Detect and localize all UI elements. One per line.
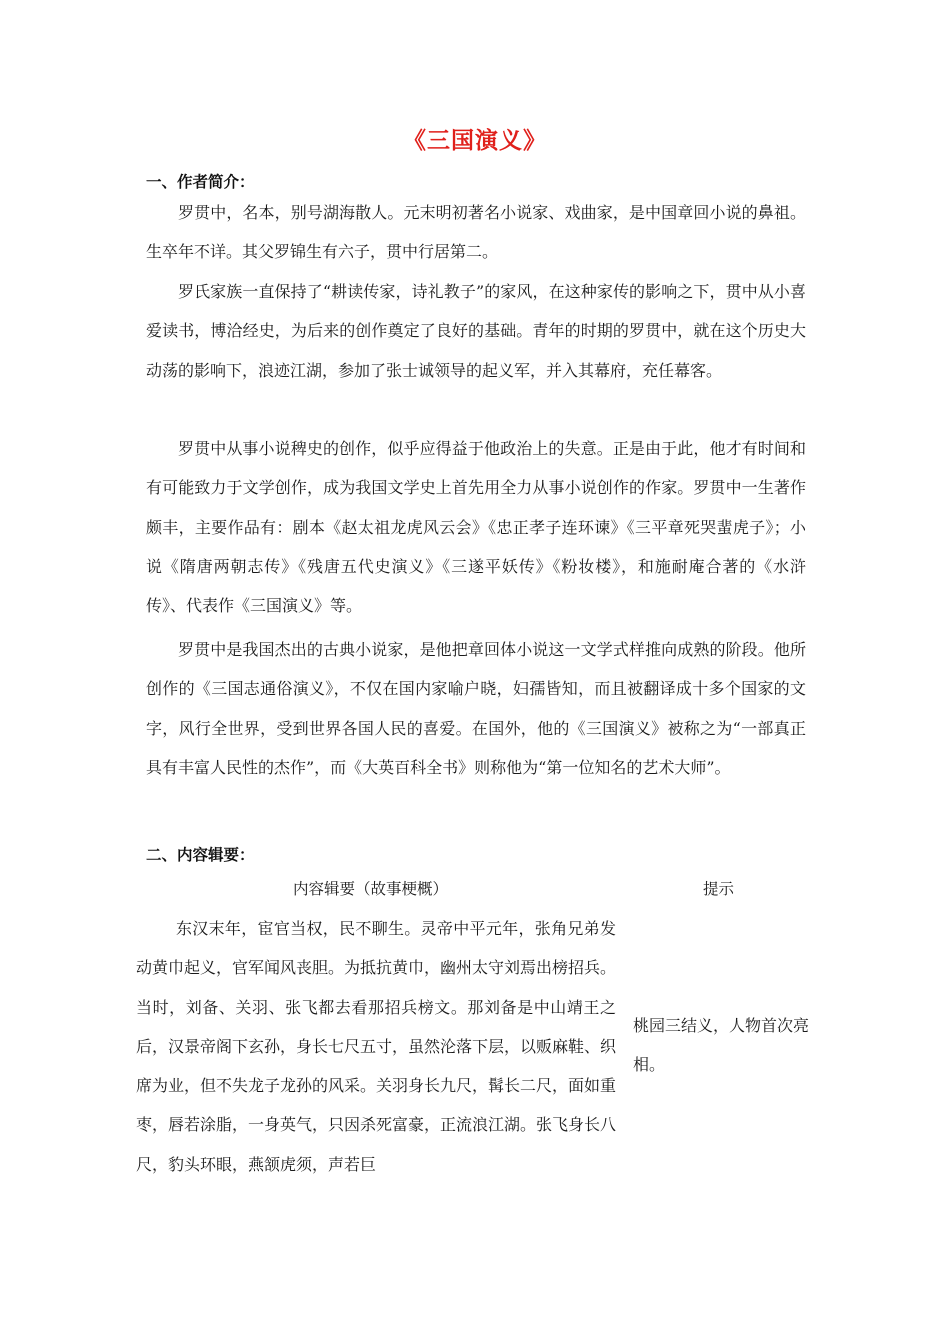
section-heading-author: 一、作者简介： xyxy=(146,173,255,191)
author-paragraph-2: 罗氏家族一直保持了“耕读传家，诗礼教子”的家风，在这种家传的影响之下，贯中从小喜爱读书，博洽经史，为后来的创作奠定了良好的基础。青年的时期的罗贯中，就在这个历史大动荡的影响下，浪迹江湖，参加了张士诚领导的起义军，并入其幕府，充任幕客。 xyxy=(146,282,806,380)
author-paragraph-4: 罗贯中是我国杰出的古典小说家，是他把章回体小说这一文学式样推向成熟的阶段。他所创作的《三国志通俗演义》，不仅在国内家喻户晓，妇孺皆知，而且被翻译成十多个国家的文字，风行全世界，受到世界各国人民的喜爱。在国外，他的《三国演义》被称之为“一部真正具有丰富人民性的杰作”，而《大英百科全书》则称他为“第一位知名的艺术大师”。 xyxy=(146,640,806,777)
author-paragraph-3: 罗贯中从事小说稗史的创作，似乎应得益于他政治上的失意。正是由于此，他才有时间和有可能致力于文学创作，成为我国文学史上首先用全力从事小说创作的作家。罗贯中一生著作颇丰，主要作品有：剧本《赵太祖龙虎风云会》《忠正孝子连环谏》《三平章死哭蜚虎子》；小说《隋唐两朝志传》《残唐五代史演义》《三遂平妖传》《粉妆楼》，和施耐庵合著的《水浒传》、代表作《三国演义》等。 xyxy=(146,439,806,616)
author-paragraph-1: 罗贯中，名本，别号湖海散人。元末明初著名小说家、戏曲家，是中国章回小说的鼻祖。生卒年不详。其父罗锦生有六子，贯中行居第二。 xyxy=(146,203,806,262)
column-header-hint: 提示 xyxy=(703,880,735,898)
section-heading-summary: 二、内容辑要： xyxy=(146,846,255,864)
hint-text: 桃园三结义，人物首次亮相。 xyxy=(633,1016,810,1074)
story-summary-text: 东汉末年，宦官当权，民不聊生。灵帝中平元年，张角兄弟发动黄巾起义，官军闻风丧胆。为抵抗黄巾，幽州太守刘焉出榜招兵。当时，刘备、关羽、张飞都去看那招兵榜文。那刘备是中山靖王之后，汉景帝阁下玄孙，身长七尺五寸，虽然沦落下层，以贩麻鞋、织席为业，但不失龙子龙孙的风采。关羽身长九尺，髯长二尺，面如重枣，唇若涂脂，一身英气，只因杀死富豪，正流浪江湖。张飞身长八尺，豹头环眼，燕颔虎须，声若巨 xyxy=(136,919,617,1174)
document-title: 《三国演义》 xyxy=(403,128,547,154)
column-header-summary: 内容辑要（故事梗概） xyxy=(293,880,449,898)
